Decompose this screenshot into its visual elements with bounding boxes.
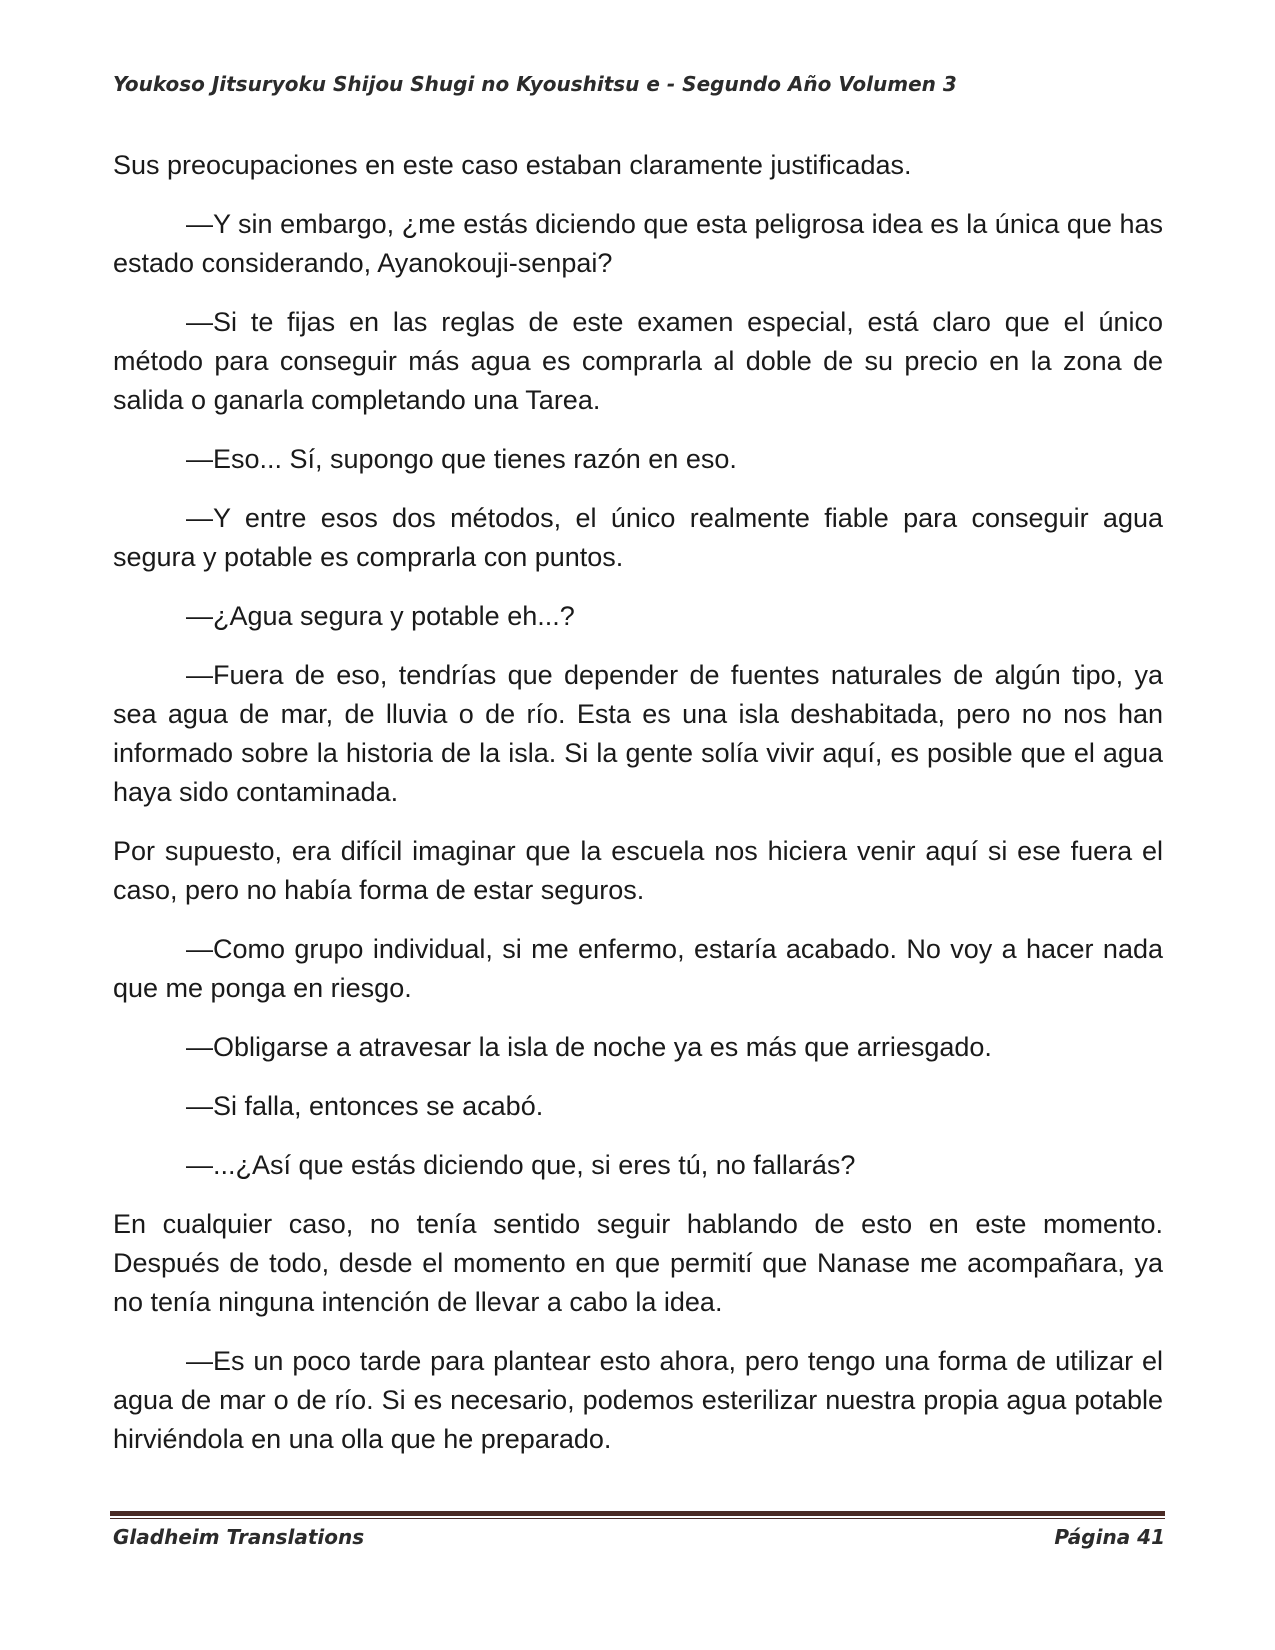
paragraph: —Eso... Sí, supongo que tienes razón en eso. xyxy=(186,444,737,474)
footer-divider-thin xyxy=(110,1518,1165,1519)
paragraph: En cualquier caso, no tenía sentido seguir hablando de esto en este momento. Después de todo, desde el momento en que permití que Nanase me acompañara, ya no tenía ninguna intención de llevar a cabo la idea. xyxy=(113,1209,1163,1317)
page-header-title: Youkoso Jitsuryoku Shijou Shugi no Kyoushitsu e - Segundo Año Volumen 3 xyxy=(113,72,957,96)
paragraph: —¿Agua segura y potable eh...? xyxy=(186,601,575,631)
paragraph: —Es un poco tarde para plantear esto ahora, pero tengo una forma de utilizar el agua de mar o de río. Si es necesario, podemos esterilizar nuestra propia agua potable hirviéndola en una olla que he preparado. xyxy=(113,1346,1163,1454)
paragraph: —Fuera de eso, tendrías que depender de fuentes naturales de algún tipo, ya sea agua de mar, de lluvia o de río. Esta es una isla deshabitada, pero no nos han informado sobre la historia de la isla. Si la gente solía vivir aquí, es posible que el agua haya sido contaminada. xyxy=(113,660,1163,807)
paragraph: Sus preocupaciones en este caso estaban claramente justificadas. xyxy=(113,150,912,180)
footer-translator: Gladheim Translations xyxy=(113,1525,365,1549)
paragraph: —Como grupo individual, si me enfermo, estaría acabado. No voy a hacer nada que me ponga en riesgo. xyxy=(113,934,1163,1003)
body-text xyxy=(113,146,1163,1479)
paragraph: —Y sin embargo, ¿me estás diciendo que esta peligrosa idea es la única que has estado considerando, Ayanokouji-senpai? xyxy=(113,209,1163,278)
paragraph: Por supuesto, era difícil imaginar que la escuela nos hiciera venir aquí si ese fuera el caso, pero no había forma de estar seguros. xyxy=(113,836,1163,905)
footer-divider-thick xyxy=(110,1511,1165,1516)
paragraph: —Si te fijas en las reglas de este examen especial, está claro que el único método para conseguir más agua es comprarla al doble de su precio en la zona de salida o ganarla completando una Tarea. xyxy=(113,307,1163,415)
footer-page-number: Página 41 xyxy=(1054,1525,1165,1549)
paragraph: —Si falla, entonces se acabó. xyxy=(186,1091,544,1121)
paragraph: —Obligarse a atravesar la isla de noche ya es más que arriesgado. xyxy=(186,1032,992,1062)
footer-divider xyxy=(110,1511,1165,1519)
paragraph: —...¿Así que estás diciendo que, si eres tú, no fallarás? xyxy=(186,1150,856,1180)
paragraph: —Y entre esos dos métodos, el único realmente fiable para conseguir agua segura y potable es comprarla con puntos. xyxy=(113,503,1163,572)
